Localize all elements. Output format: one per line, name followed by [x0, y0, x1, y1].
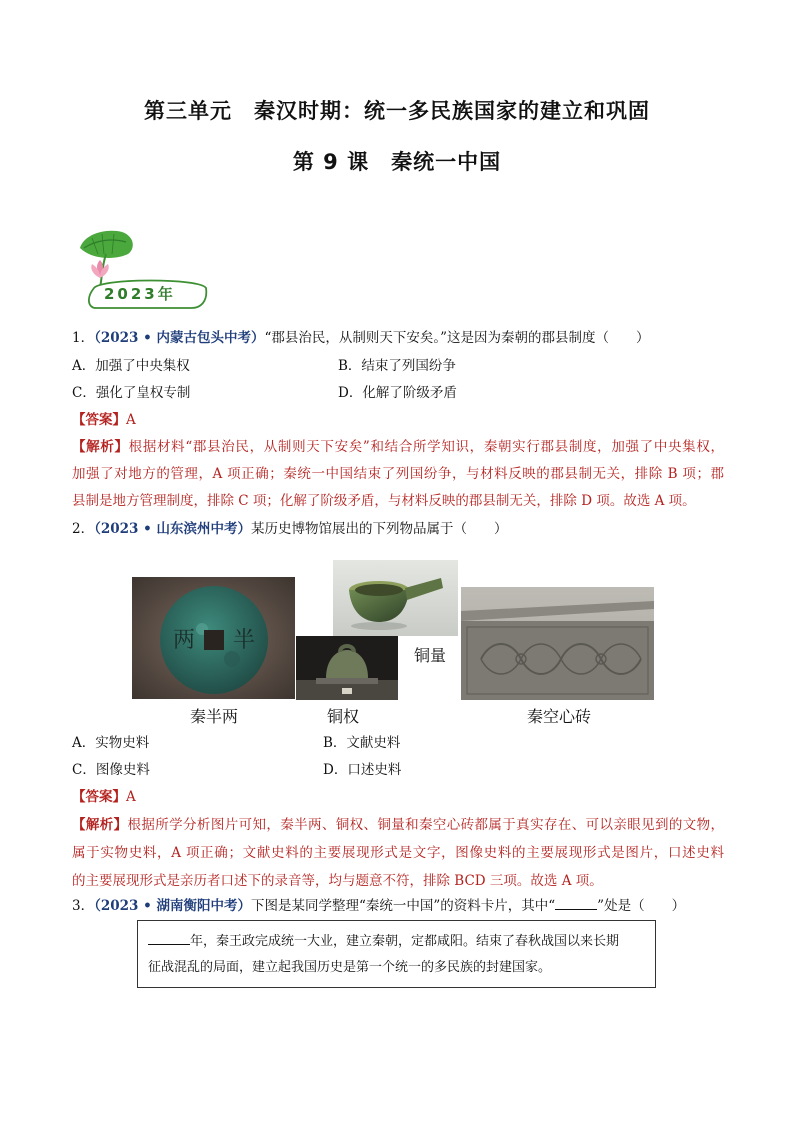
- q3-card-line-1: [148, 929, 645, 955]
- q1-option-a: A．加强了中央集权: [72, 358, 190, 374]
- caption-bronze-weight: 铜权: [327, 707, 360, 726]
- q1-stem-line: [72, 328, 650, 348]
- q1-analysis-tag: 【解析】: [72, 439, 129, 455]
- q1-analysis-text-2: 加强了对地方的管理，A 项正确；秦统一中国结束了列国纷争，与材料反映的郡县制无关，排除 B 项；郡: [72, 466, 724, 482]
- q3-card-blank: [148, 930, 190, 945]
- caption-qin-hollow-brick: 秦空心砖: [527, 707, 592, 726]
- q1-analysis-line-3: 县制是地方管理制度，排除 C 项；化解了阶级矛盾，与材料反映的郡县制无关，排除 D 项。故选 A 项。: [72, 493, 696, 509]
- q2-option-d: D．口述史料: [323, 762, 402, 778]
- coin-char-left: 两: [172, 628, 196, 653]
- qin-banliang-coin-image: [132, 577, 295, 699]
- caption-qin-banliang: 秦半两: [190, 707, 239, 726]
- q2-source: （2023 • 山东滨州中考）: [94, 521, 251, 537]
- q1-number: 1．: [72, 330, 95, 346]
- q3-card-line-2: 征战混乱的局面，建立起我国历史是第一个统一的多民族的封建国家。: [148, 960, 552, 975]
- q2-answer-tag: 【答案】: [72, 789, 126, 805]
- q1-analysis-line-2: [72, 464, 724, 484]
- q1-stem: “郡县治民，从制则天下安矣。”这是因为秦朝的郡县制度（ ）: [264, 330, 650, 346]
- q2-option-b: B．文献史料: [323, 735, 401, 751]
- q3-stem-part-1: 下图是某同学整理“秦统一中国”的资料卡片，其中“: [250, 898, 556, 914]
- q2-answer: [72, 787, 136, 807]
- q3-stem-part-2: ”处是（ ）: [597, 898, 686, 914]
- q3-card-text-1: 年，秦王政完成统一大业，建立秦朝，定都咸阳。结束了春秋战国以来长期: [190, 934, 620, 949]
- caption-bronze-measure: 铜量: [414, 646, 447, 665]
- q2-number: 2．: [72, 521, 95, 537]
- coin-char-right: 半: [232, 628, 256, 653]
- q2-answer-value: A: [126, 789, 136, 805]
- q2-option-a: A．实物史料: [72, 735, 150, 751]
- q1-answer-tag: 【答案】: [72, 412, 126, 428]
- bronze-weight-image: [296, 636, 398, 700]
- lesson-title: 第 9 课 秦统一中国: [292, 150, 502, 174]
- year-badge-label: 2023年: [104, 285, 176, 303]
- q2-stem: 某历史博物馆展出的下列物品属于（ ）: [250, 521, 508, 537]
- q1-option-d: D．化解了阶级矛盾: [338, 385, 457, 401]
- q1-analysis-text-1: 根据材料“郡县治民，从制则天下安矣”和结合所学知识，秦朝实行郡县制度，加强了中央集权，: [128, 439, 724, 455]
- bronze-measure-image: [333, 560, 458, 636]
- q1-answer-value: A: [126, 412, 136, 428]
- q1-source: （2023 • 内蒙古包头中考）: [94, 330, 265, 346]
- q2-analysis-text-1: 根据所学分析图片可知，秦半两、铜权、铜量和秦空心砖都属于真实存在、可以亲眼见到的文物，: [127, 817, 725, 833]
- q3-stem-blank: [555, 895, 597, 910]
- q3-info-card: [137, 920, 656, 988]
- q2-option-c: C．图像史料: [72, 762, 150, 778]
- q3-stem-line: [72, 895, 685, 916]
- q1-analysis-line-1: [72, 437, 724, 457]
- q2-analysis-tag: 【解析】: [72, 817, 128, 833]
- q2-stem-line: [72, 519, 507, 539]
- qin-hollow-brick-image: [461, 587, 654, 700]
- q2-analysis-line-2: [72, 843, 724, 863]
- q2-analysis-line-1: [72, 815, 724, 835]
- unit-title: 第三单元 秦汉时期：统一多民族国家的建立和巩固: [144, 99, 650, 123]
- q1-answer: [72, 410, 136, 430]
- q2-analysis-line-3: 的主要展现形式是亲历者口述下的录音等，均与题意不符，排除 BCD 三项。故选 A 项。: [72, 873, 603, 889]
- q1-option-c: C．强化了皇权专制: [72, 385, 191, 401]
- q2-analysis-text-2: 属于实物史料，A 项正确；文献史料的主要展现形式是文字，图像史料的主要展现形式是图片，口述史料: [72, 845, 724, 861]
- q3-number: 3．: [72, 898, 95, 914]
- q3-source: （2023 • 湖南衡阳中考）: [94, 898, 251, 914]
- q1-option-b: B．结束了列国纷争: [338, 358, 456, 374]
